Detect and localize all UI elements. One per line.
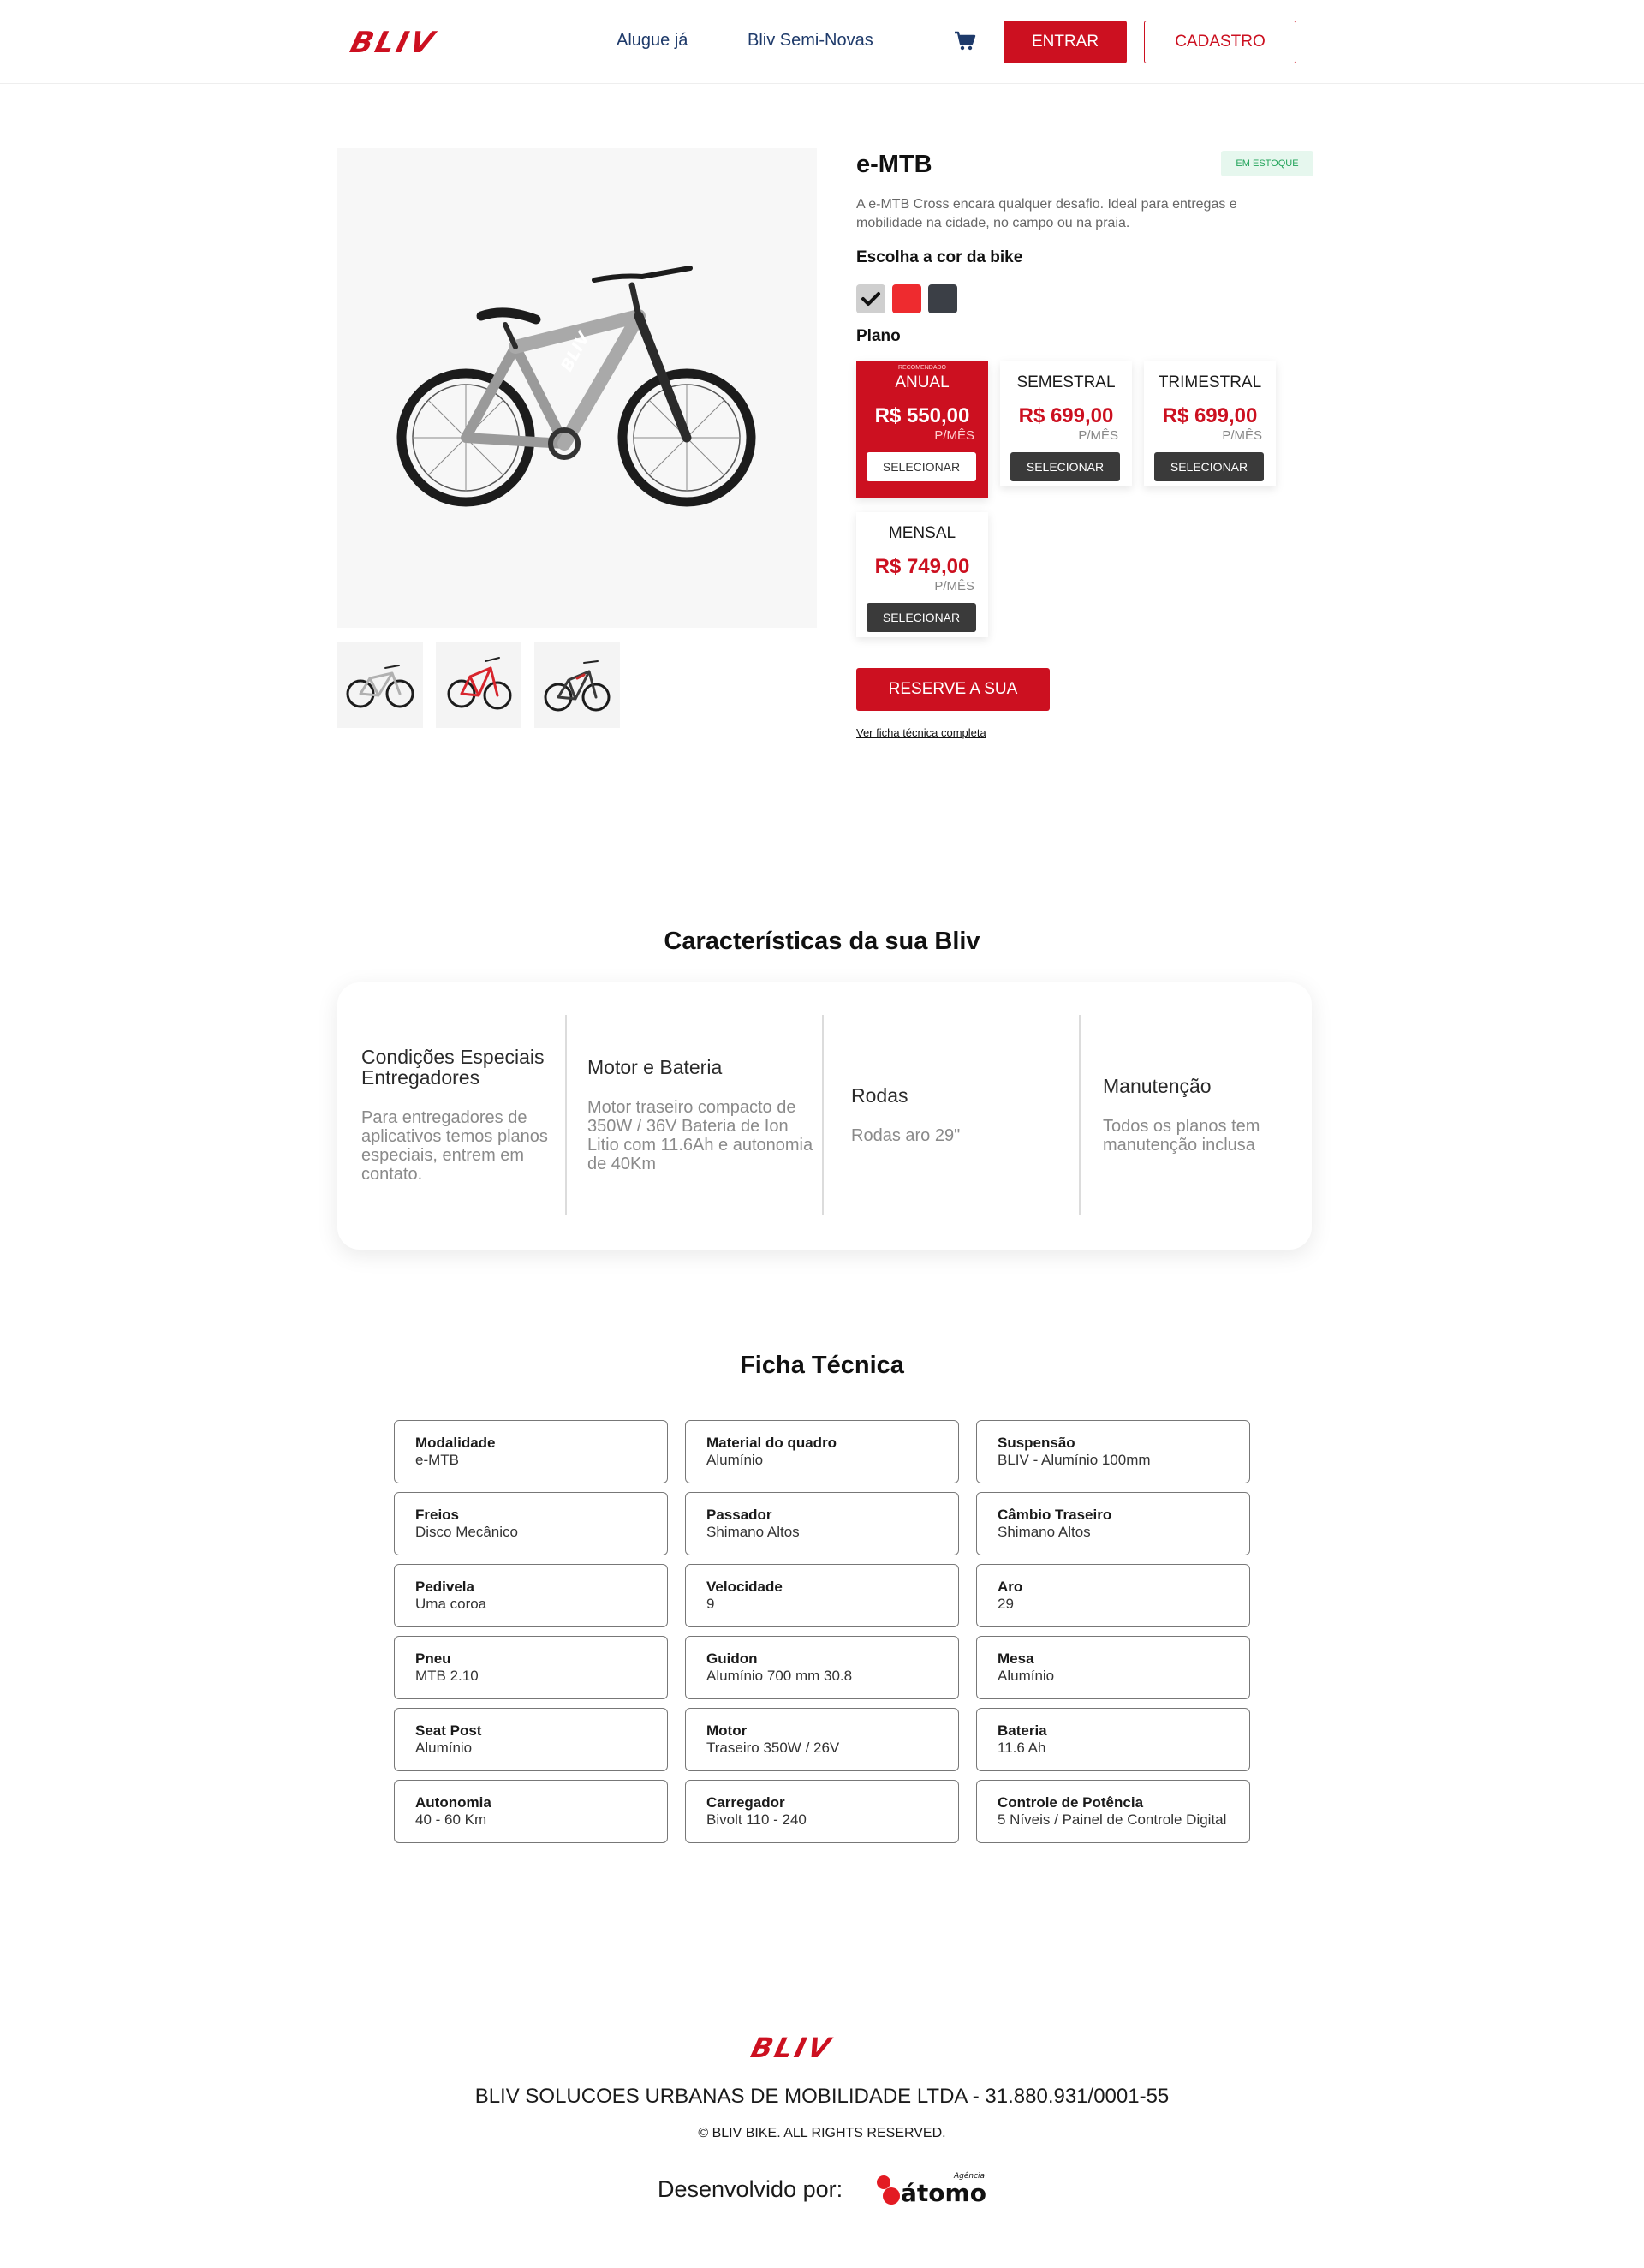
product-title: e-MTB: [856, 151, 932, 178]
select-plan-button[interactable]: SELECIONAR: [867, 603, 976, 632]
spec-label: Material do quadro: [706, 1435, 837, 1451]
feature-rodas: [822, 1015, 1079, 1215]
plan-price: R$ 550,00: [874, 404, 970, 427]
spec-label: Carregador: [706, 1794, 785, 1811]
login-button[interactable]: ENTRAR: [1004, 21, 1127, 63]
color-swatch-red[interactable]: [892, 284, 921, 313]
spec-value: Alumínio: [415, 1740, 473, 1756]
spec-value: Alumínio 700 mm 30.8: [706, 1668, 853, 1684]
plan-card-semestral[interactable]: [1000, 361, 1132, 486]
thumbnail-red[interactable]: [436, 642, 521, 728]
thumbnail-silver[interactable]: [337, 642, 423, 728]
spec-value: 40 - 60 Km: [415, 1811, 487, 1828]
plan-period: P/MÊS: [934, 579, 974, 594]
bliv-logo[interactable]: BLIV: [347, 26, 440, 60]
spec-label: Seat Post: [415, 1722, 482, 1739]
spec-item: [394, 1636, 668, 1699]
spec-label: Pneu: [415, 1650, 451, 1667]
agency-small-label: Agência: [954, 2172, 986, 2181]
atomo-logo-dot: [883, 2187, 900, 2205]
spec-value: 9: [706, 1596, 715, 1612]
spec-item: [685, 1780, 959, 1843]
color-label: Escolha a cor da bike: [856, 248, 1023, 266]
plan-price: R$ 699,00: [1018, 404, 1114, 427]
thumbnail-bike-image: [436, 642, 521, 728]
features-title: Características da sua Bliv: [664, 928, 980, 955]
spec-label: Modalidade: [415, 1435, 496, 1451]
atomo-logo-dot: [877, 2175, 890, 2189]
spec-label: Velocidade: [706, 1579, 783, 1595]
spec-value: Disco Mecânico: [415, 1524, 518, 1540]
spec-label: Passador: [706, 1507, 772, 1523]
spec-label: Motor: [706, 1722, 748, 1739]
plan-name: TRIMESTRAL: [1158, 373, 1262, 391]
spec-value: e-MTB: [415, 1452, 459, 1468]
spec-item: [394, 1780, 668, 1843]
spec-item: [394, 1564, 668, 1627]
thumbnail-bike-image: [534, 642, 620, 728]
nav-link-semi-novas[interactable]: Bliv Semi-Novas: [748, 31, 873, 50]
spec-item: [976, 1492, 1250, 1555]
features-card: [337, 982, 1312, 1250]
plan-card-trimestral[interactable]: [1144, 361, 1276, 486]
spec-label: Controle de Potência: [998, 1794, 1144, 1811]
spec-item: [394, 1420, 668, 1483]
agency-name: átomo: [901, 2179, 986, 2207]
spec-item: [394, 1492, 668, 1555]
plan-name: MENSAL: [888, 524, 956, 542]
bike-image: [337, 148, 817, 628]
cart-icon[interactable]: [954, 31, 976, 51]
site-header: [0, 0, 1644, 84]
spec-item: [685, 1564, 959, 1627]
thumbnail-bike-image: [337, 642, 423, 728]
spec-value: BLIV - Alumínio 100mm: [998, 1452, 1151, 1468]
color-swatch-silver[interactable]: [856, 284, 885, 313]
plan-card-anual[interactable]: [856, 361, 988, 498]
spec-value: Shimano Altos: [998, 1524, 1091, 1540]
reserve-button[interactable]: RESERVE A SUA: [856, 668, 1050, 711]
spec-value: Shimano Altos: [706, 1524, 800, 1540]
feature-text: Todos os planos tem manutenção inclusa: [1103, 1117, 1260, 1155]
feature-text: Para entregadores de aplicativos temos planos especiais, entrem em contato.: [361, 1108, 548, 1184]
spec-item: [976, 1420, 1250, 1483]
spec-item: [976, 1780, 1250, 1843]
select-plan-button[interactable]: SELECIONAR: [867, 452, 976, 481]
spec-value: Bivolt 110 - 240: [706, 1811, 807, 1828]
plan-label: Plano: [856, 327, 901, 345]
check-icon: [856, 284, 885, 313]
spec-label: Freios: [415, 1507, 460, 1523]
feature-title: Manutenção: [1103, 1075, 1212, 1097]
spec-item: [685, 1420, 959, 1483]
thumbnail-dark[interactable]: [534, 642, 620, 728]
spec-item: [685, 1636, 959, 1699]
developed-by-label: Desenvolvido por:: [658, 2176, 843, 2202]
feature-text: Motor traseiro compacto de 350W / 36V Bateria de Ion Litio com 11.6Ah e autonomia de 40Km: [587, 1098, 813, 1173]
specs-title: Ficha Técnica: [740, 1352, 904, 1379]
spec-label: Suspensão: [998, 1435, 1075, 1451]
feature-motor-bateria: [565, 1015, 822, 1215]
spec-value: MTB 2.10: [415, 1668, 479, 1684]
spec-value: Traseiro 350W / 26V: [706, 1740, 840, 1756]
feature-manutencao: [1079, 1015, 1293, 1215]
spec-value: Alumínio: [706, 1452, 764, 1468]
spec-label: Bateria: [998, 1722, 1047, 1739]
ficha-tecnica-link[interactable]: Ver ficha técnica completa: [856, 726, 986, 739]
plan-name: SEMESTRAL: [1016, 373, 1116, 391]
plan-card-mensal[interactable]: [856, 512, 988, 637]
spec-item: [685, 1492, 959, 1555]
spec-value: Uma coroa: [415, 1596, 487, 1612]
feature-title: Motor e Bateria: [587, 1056, 723, 1078]
spec-item: [685, 1708, 959, 1771]
footer-logo: BLIV: [748, 2032, 837, 2064]
spec-item: [394, 1708, 668, 1771]
company-info: BLIV SOLUCOES URBANAS DE MOBILIDADE LTDA - 31.880.931/0001-55: [474, 2085, 1170, 2108]
spec-label: Aro: [998, 1579, 1023, 1595]
atomo-agency-logo[interactable]: [872, 2170, 992, 2208]
select-plan-button[interactable]: SELECIONAR: [1010, 452, 1120, 481]
feature-entregadores: [361, 1015, 560, 1215]
copyright: © BLIV BIKE. ALL RIGHTS RESERVED.: [698, 2126, 946, 2140]
signup-button[interactable]: CADASTRO: [1144, 21, 1296, 63]
product-main-image: [337, 148, 817, 628]
spec-label: Autonomia: [415, 1794, 491, 1811]
spec-value: 11.6 Ah: [998, 1740, 1046, 1756]
plan-period: P/MÊS: [1222, 428, 1262, 443]
nav-link-alugue[interactable]: Alugue já: [616, 31, 688, 50]
stock-badge: EM ESTOQUE: [1221, 151, 1313, 176]
spec-item: [976, 1708, 1250, 1771]
plan-period: P/MÊS: [934, 428, 974, 443]
spec-value: 29: [998, 1596, 1014, 1612]
spec-label: Mesa: [998, 1650, 1034, 1667]
spec-label: Guidon: [706, 1650, 758, 1667]
select-plan-button[interactable]: SELECIONAR: [1154, 452, 1264, 481]
feature-title: Condições Especiais Entregadores: [361, 1046, 545, 1089]
svg-text:BLIV: BLIV: [557, 329, 594, 375]
plan-price: R$ 699,00: [1162, 404, 1258, 427]
spec-value: 5 Níveis / Painel de Controle Digital: [998, 1811, 1227, 1828]
product-description: A e-MTB Cross encara qualquer desafio. Ideal para entregas e mobilidade na cidade, no campo ou na praia.: [856, 197, 1237, 230]
feature-text: Rodas aro 29": [851, 1126, 961, 1145]
feature-title: Rodas: [851, 1084, 908, 1107]
spec-value: Alumínio: [998, 1668, 1055, 1684]
plan-name: ANUAL: [895, 373, 950, 391]
plan-period: P/MÊS: [1078, 428, 1118, 443]
plan-price: R$ 749,00: [874, 555, 970, 578]
color-swatch-graphite[interactable]: [928, 284, 957, 313]
spec-item: [976, 1636, 1250, 1699]
spec-item: [976, 1564, 1250, 1627]
spec-label: Pedivela: [415, 1579, 474, 1595]
spec-label: Câmbio Traseiro: [998, 1507, 1112, 1523]
recommended-tag: RECOMENDADO: [897, 365, 946, 371]
